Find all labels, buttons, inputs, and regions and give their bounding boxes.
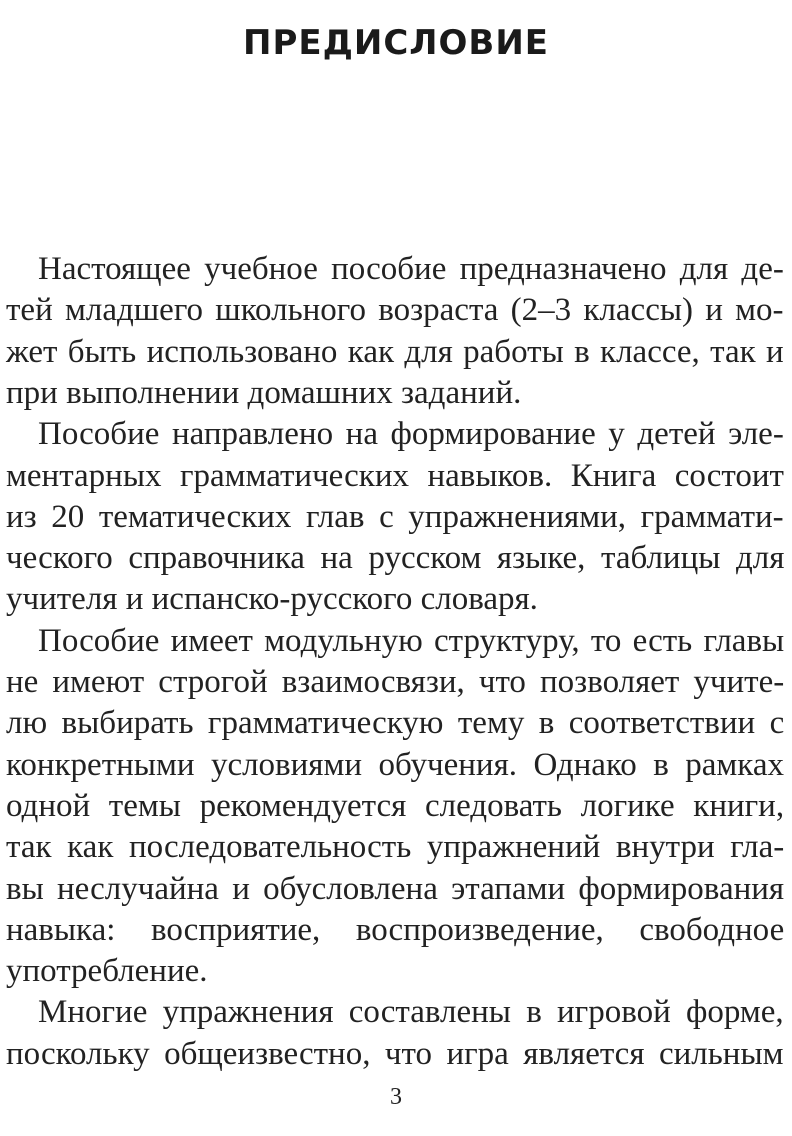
page-number: 3 [390, 1084, 402, 1110]
text-line: Многие упражнения составлены в игровой форме, [38, 994, 784, 1030]
text-line: конкретными условиями обучения. Однако в рамках [6, 747, 784, 783]
text-line: так как последовательность упражнений внутри гла- [6, 829, 785, 865]
text-line: поскольку общеизвестно, что игра является сильным [6, 1036, 784, 1072]
text-line: употребление. [6, 953, 208, 989]
text-line: одной темы рекомендуется следовать логике книги, [6, 788, 785, 824]
text-line: Настоящее учебное пособие предназначено для де- [38, 251, 784, 287]
text-line: Пособие направлено на формирование у детей эле- [38, 416, 784, 452]
text-line: тей младшего школьного возраста (2–3 классы) и мо- [6, 292, 784, 328]
text-line: лю выбирать грамматическую тему в соответствии с [6, 705, 785, 741]
text-line: при выполнении домашних заданий. [6, 375, 522, 411]
text-line: вы неслучайна и обусловлена этапами формирования [6, 871, 785, 907]
text-line: не имеют строгой взаимосвязи, что позволяет учите- [6, 664, 785, 700]
text-line: из 20 тематических глав с упражнениями, граммати- [6, 499, 784, 535]
text-line: Пособие имеет модульную структуру, то есть главы [38, 623, 785, 659]
page-title: ПРЕДИСЛОВИЕ [242, 22, 550, 63]
text-line: учителя и испанско-русского словаря. [6, 581, 538, 617]
text-line: навыка: восприятие, воспроизведение, свободное [6, 912, 785, 948]
text-line: ментарных грамматических навыков. Книга состоит [6, 458, 784, 494]
text-line: жет быть использовано как для работы в классе, так и [6, 334, 784, 370]
text-line: ческого справочника на русском языке, таблицы для [6, 540, 785, 576]
